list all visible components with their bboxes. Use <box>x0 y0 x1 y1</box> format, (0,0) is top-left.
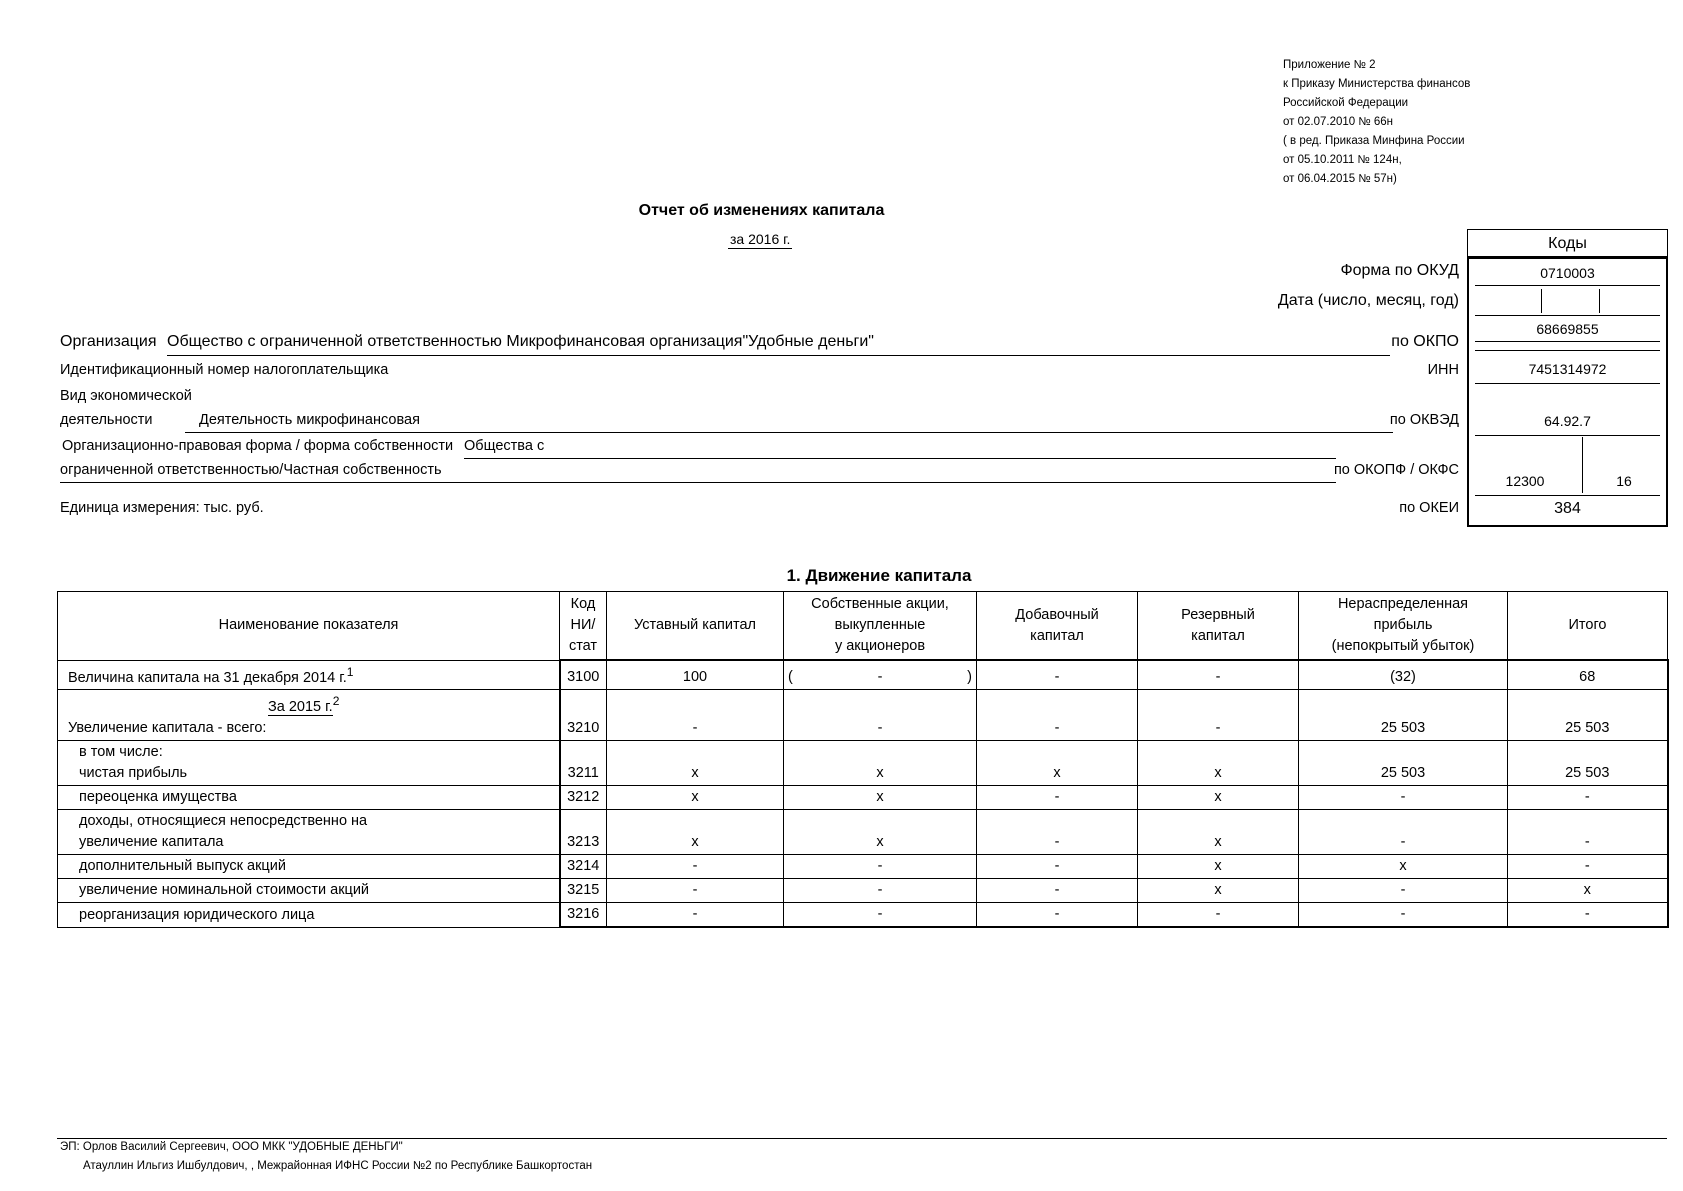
row-prefix-text: в том числе: <box>79 744 163 761</box>
cell-reserve: x <box>1138 855 1299 879</box>
activity-underline <box>185 432 1393 433</box>
header-own-shares <box>784 592 977 661</box>
period-subheading <box>68 691 556 718</box>
appendix-line: ( в ред. Приказа Минфина России <box>1283 135 1465 147</box>
row-name <box>58 741 560 786</box>
appendix-line: от 05.10.2011 № 124н, <box>1283 154 1402 166</box>
header-line: Нераспределенная <box>1337 596 1469 612</box>
header-line: Добавочный <box>1015 606 1099 623</box>
row-code: 3213 <box>560 810 607 855</box>
header-charter-capital: Уставный капитал <box>607 592 784 661</box>
cell-own-shares: - <box>784 879 977 903</box>
capital-movement-table <box>57 591 1669 928</box>
okpo-label: по ОКПО <box>1391 333 1459 350</box>
section-title: 1. Движение капитала <box>786 566 972 585</box>
codes-divider <box>1475 341 1660 342</box>
cell-own-shares: - <box>784 903 977 928</box>
header-reserve-capital <box>1138 592 1299 661</box>
legal-form-value-1: Общества с <box>464 438 545 454</box>
okei-code: 384 <box>1554 500 1581 517</box>
cell-own-shares: - <box>784 690 977 741</box>
header-line: Резервный <box>1181 606 1255 623</box>
cell-additional: - <box>977 690 1138 741</box>
cell-total: - <box>1508 903 1668 928</box>
cell-own-shares <box>784 660 977 690</box>
okopf-code: 12300 <box>1505 473 1545 489</box>
org-underline <box>167 355 1390 356</box>
cell-retained: 25 503 <box>1299 741 1508 786</box>
cell-additional: - <box>977 855 1138 879</box>
row-code: 3210 <box>560 690 607 741</box>
cell-reserve: x <box>1138 879 1299 903</box>
okopf-label: по ОКОПФ / ОКФС <box>1333 462 1459 478</box>
signature-line-2: Атауллин Ильгиз Ишбулдович, , Межрайонная ИФНС России №2 по Республике Башкортостан <box>83 1160 593 1172</box>
period-subheading-text: За 2015 г. <box>268 699 333 716</box>
cell-total: 25 503 <box>1508 690 1668 741</box>
activity-label-2: деятельности <box>60 412 153 428</box>
row-name <box>58 690 560 741</box>
codes-divider <box>1475 383 1660 384</box>
header-line: капитал <box>1030 627 1084 644</box>
row-prefix-text: доходы, относящиеся непосредственно на <box>79 813 368 830</box>
cell-own-shares-value: - <box>877 669 883 686</box>
unit-label: Единица измерения: тыс. руб. <box>60 500 264 516</box>
row-name-text: увеличение капитала <box>79 834 224 851</box>
legal-form-value-2: ограниченной ответственностью/Частная собственность <box>60 462 442 478</box>
paren-open: ( <box>788 669 793 686</box>
codes-divider <box>1475 350 1660 351</box>
row-name: дополнительный выпуск акций <box>58 855 560 879</box>
cell-retained: - <box>1299 903 1508 928</box>
row-name-text: чистая прибыль <box>79 765 188 782</box>
okei-label: по ОКЕИ <box>1399 500 1459 516</box>
footnote-mark: 2 <box>332 694 340 709</box>
header-additional-capital <box>977 592 1138 661</box>
cell-reserve: x <box>1138 741 1299 786</box>
row-code: 3212 <box>560 786 607 810</box>
okfs-code: 16 <box>1616 473 1632 489</box>
cell-retained: x <box>1299 855 1508 879</box>
footer-divider <box>57 1138 1667 1139</box>
org-label: Организация <box>60 333 157 350</box>
codes-divider <box>1475 495 1660 496</box>
header-name: Наименование показателя <box>58 592 560 661</box>
header-total: Итого <box>1508 592 1668 661</box>
org-name: Общество с ограниченной ответственностью Микрофинансовая организация"Удобные деньги" <box>167 333 874 350</box>
legal-form-underline-1 <box>464 458 1336 459</box>
row-name <box>58 810 560 855</box>
table-row <box>58 855 1668 879</box>
cell-total: 68 <box>1508 660 1668 690</box>
inn-code: 7451314972 <box>1528 361 1607 377</box>
appendix-line: к Приказу Министерства финансов <box>1283 78 1471 90</box>
cell-additional: x <box>977 741 1138 786</box>
header-line: у акционеров <box>834 638 926 654</box>
cell-charter: x <box>607 810 784 855</box>
paren-close: ) <box>967 669 972 686</box>
header-retained-earnings <box>1299 592 1508 661</box>
table-row <box>58 810 1668 855</box>
header-line: капитал <box>1191 627 1245 644</box>
header-code-line: Код <box>570 596 596 612</box>
header-code-line: НИ/ <box>570 617 596 633</box>
cell-total: 25 503 <box>1508 741 1668 786</box>
appendix-line: Российской Федерации <box>1283 97 1409 109</box>
header-code-line: стат <box>568 638 598 654</box>
cell-additional: - <box>977 786 1138 810</box>
table-header-row <box>58 592 1668 661</box>
appendix-note <box>1283 56 1470 189</box>
row-code: 3216 <box>560 903 607 928</box>
table-row <box>58 690 1668 741</box>
row-name <box>58 660 560 690</box>
codes-header: Коды <box>1467 229 1668 257</box>
cell-total: - <box>1508 786 1668 810</box>
cell-reserve: - <box>1138 660 1299 690</box>
cell-additional: - <box>977 879 1138 903</box>
codes-divider <box>1475 315 1660 316</box>
okud-label: Форма по ОКУД <box>1340 262 1459 279</box>
row-name: реорганизация юридического лица <box>58 903 560 928</box>
date-cell-divider <box>1599 289 1600 313</box>
header-line: Собственные акции, <box>811 596 949 612</box>
document-title: Отчет об изменениях капитала <box>638 202 885 219</box>
okved-label: по ОКВЭД <box>1389 412 1459 428</box>
cell-retained: - <box>1299 786 1508 810</box>
codes-box <box>1467 257 1668 527</box>
cell-own-shares: x <box>784 810 977 855</box>
legal-form-underline-2 <box>60 482 1336 483</box>
table-row <box>58 903 1668 928</box>
row-code: 3215 <box>560 879 607 903</box>
cell-reserve: x <box>1138 786 1299 810</box>
table-row <box>58 660 1668 690</box>
header-line: выкупленные <box>834 617 926 633</box>
cell-retained: (32) <box>1299 660 1508 690</box>
legal-form-label: Организационно-правовая форма / форма собственности <box>62 438 454 454</box>
cell-retained: - <box>1299 810 1508 855</box>
cell-charter: x <box>607 786 784 810</box>
cell-additional: - <box>977 810 1138 855</box>
cell-charter: 100 <box>607 660 784 690</box>
appendix-line: от 06.04.2015 № 57н) <box>1283 173 1397 185</box>
table-row <box>58 741 1668 786</box>
cell-additional: - <box>977 903 1138 928</box>
appendix-line: от 02.07.2010 № 66н <box>1283 116 1394 128</box>
cell-charter: - <box>607 690 784 741</box>
date-cell-divider <box>1541 289 1542 313</box>
cell-charter: - <box>607 855 784 879</box>
codes-divider <box>1475 435 1660 436</box>
signature-line-1: ЭП: Орлов Василий Сергеевич, ООО МКК "УДОБНЫЕ ДЕНЬГИ" <box>60 1141 403 1153</box>
footnote-mark: 1 <box>346 664 354 679</box>
inn-label: ИНН <box>1427 362 1459 378</box>
table-row <box>58 879 1668 903</box>
okpo-code: 68669855 <box>1536 321 1599 337</box>
row-code: 3100 <box>560 660 607 690</box>
activity-label-1: Вид экономической <box>60 388 192 404</box>
cell-charter: - <box>607 903 784 928</box>
row-code: 3214 <box>560 855 607 879</box>
cell-retained: 25 503 <box>1299 690 1508 741</box>
header-line: прибыль <box>1373 617 1433 633</box>
row-name-text: Величина капитала на 31 декабря 2014 г. <box>68 669 347 686</box>
cell-reserve: - <box>1138 903 1299 928</box>
activity-value: Деятельность микрофинансовая <box>199 412 420 428</box>
cell-total: - <box>1508 810 1668 855</box>
cell-total: x <box>1508 879 1668 903</box>
row-name: увеличение номинальной стоимости акций <box>58 879 560 903</box>
okud-code: 0710003 <box>1540 265 1595 281</box>
cell-own-shares: x <box>784 786 977 810</box>
table-row <box>58 786 1668 810</box>
cell-additional: - <box>977 660 1138 690</box>
cell-retained: - <box>1299 879 1508 903</box>
cell-reserve: - <box>1138 690 1299 741</box>
row-name-text: Увеличение капитала - всего: <box>68 720 267 737</box>
cell-reserve: x <box>1138 810 1299 855</box>
appendix-line: Приложение № 2 <box>1283 59 1376 71</box>
codes-divider <box>1475 285 1660 286</box>
cell-charter: x <box>607 741 784 786</box>
cell-charter: - <box>607 879 784 903</box>
cell-total: - <box>1508 855 1668 879</box>
header-code <box>560 592 607 661</box>
row-name: переоценка имущества <box>58 786 560 810</box>
header-line: (непокрытый убыток) <box>1331 638 1475 654</box>
row-code: 3211 <box>560 741 607 786</box>
cell-own-shares: - <box>784 855 977 879</box>
cell-own-shares: x <box>784 741 977 786</box>
inn-full-label: Идентификационный номер налогоплательщика <box>60 362 389 378</box>
date-label: Дата (число, месяц, год) <box>1277 292 1459 309</box>
report-period: за 2016 г. <box>730 231 791 247</box>
okved-code: 64.92.7 <box>1544 413 1591 429</box>
